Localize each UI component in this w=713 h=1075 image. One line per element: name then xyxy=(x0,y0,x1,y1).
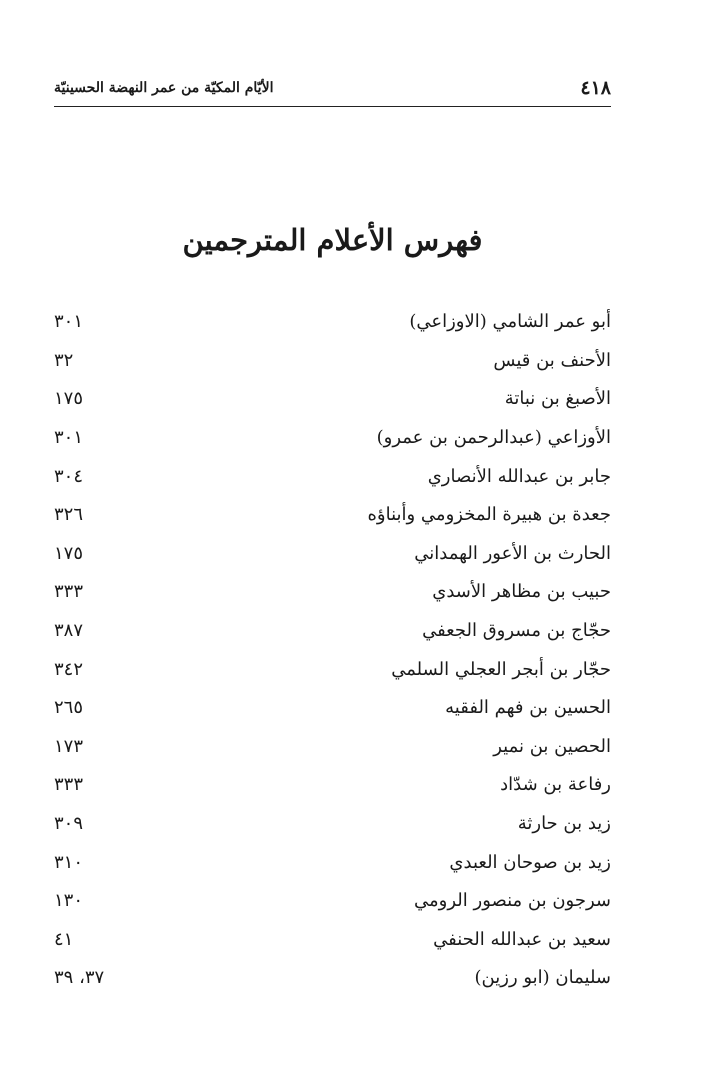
entry-pages: ٢٦٥ xyxy=(54,697,84,719)
header-rule xyxy=(54,106,611,107)
entry-name: حجّاج بن مسروق الجعفي xyxy=(422,620,611,642)
index-entry xyxy=(54,496,611,535)
index-entry xyxy=(54,303,611,342)
entry-pages: ٣٠١ xyxy=(54,311,84,333)
entry-pages: ٣٣٣ xyxy=(54,581,84,603)
page-number: ٤١٨ xyxy=(580,77,611,99)
entry-pages: ٣١٠ xyxy=(54,851,84,873)
entry-name: رفاعة بن شدّاد xyxy=(500,774,611,796)
index-entry xyxy=(54,882,611,921)
index-entry xyxy=(54,805,611,844)
entry-name: الأحنف بن قيس xyxy=(493,349,611,371)
entry-pages: ٤١ xyxy=(54,928,74,950)
index-entry xyxy=(54,650,611,689)
index-title: فهرس الأعلام المترجمين xyxy=(182,223,483,257)
entry-pages: ٣٠٤ xyxy=(54,465,84,487)
entry-name: سعيد بن عبدالله الحنفي xyxy=(433,928,611,950)
entry-pages: ٣٠٩ xyxy=(54,813,84,835)
entry-pages: ٣٢٦ xyxy=(54,504,84,526)
index-entry xyxy=(54,419,611,458)
entry-name: الحسين بن فهم الفقيه xyxy=(445,697,611,719)
entry-name: الأصبغ بن نباتة xyxy=(504,388,611,410)
entry-name: سرجون بن منصور الرومي xyxy=(414,890,611,912)
entry-pages: ٣٣٣ xyxy=(54,774,84,796)
entry-pages: ٣٨٧ xyxy=(54,620,84,642)
entry-name: حجّار بن أبجر العجلي السلمي xyxy=(391,658,611,680)
entry-name: زيد بن صوحان العبدي xyxy=(449,851,611,873)
index-entry xyxy=(54,843,611,882)
entry-name: جعدة بن هبيرة المخزومي وأبناؤه xyxy=(367,504,611,526)
entry-pages: ٣٠١ xyxy=(54,427,84,449)
index-entry xyxy=(54,380,611,419)
entry-name: زيد بن حارثة xyxy=(517,813,611,835)
index-entry xyxy=(54,535,611,574)
entry-name: حبيب بن مظاهر الأسدي xyxy=(432,581,611,603)
index-entry xyxy=(54,766,611,805)
index-entry xyxy=(54,689,611,728)
entry-name: الحارث بن الأعور الهمداني xyxy=(414,542,611,564)
entry-name: سليمان (ابو رزين) xyxy=(474,967,611,989)
entry-name: الحصين بن نمير xyxy=(493,735,611,757)
entry-pages: ٣٧، ٣٩ xyxy=(54,967,105,989)
index-entry xyxy=(54,728,611,767)
index-entry xyxy=(54,342,611,381)
index-entry xyxy=(54,921,611,960)
entry-pages: ٣٢ xyxy=(54,349,74,371)
running-header xyxy=(54,76,611,100)
index-entry xyxy=(54,573,611,612)
entry-name: الأوزاعي (عبدالرحمن بن عمرو) xyxy=(376,427,611,449)
entry-name: جابر بن عبدالله الأنصاري xyxy=(427,465,611,487)
entry-pages: ١٣٠ xyxy=(54,890,84,912)
index-entry xyxy=(54,612,611,651)
index-entry xyxy=(54,959,611,998)
entry-name: أبو عمر الشامي (الاوزاعي) xyxy=(409,311,611,333)
running-title: الأيّام المكيّة من عمر النهضة الحسينيّة xyxy=(54,80,274,96)
index-entry xyxy=(54,457,611,496)
entry-pages: ١٧٥ xyxy=(54,388,84,410)
entry-pages: ٣٤٢ xyxy=(54,658,84,680)
entry-pages: ١٧٥ xyxy=(54,542,84,564)
entry-pages: ١٧٣ xyxy=(54,735,84,757)
index-entries-list xyxy=(54,303,611,998)
